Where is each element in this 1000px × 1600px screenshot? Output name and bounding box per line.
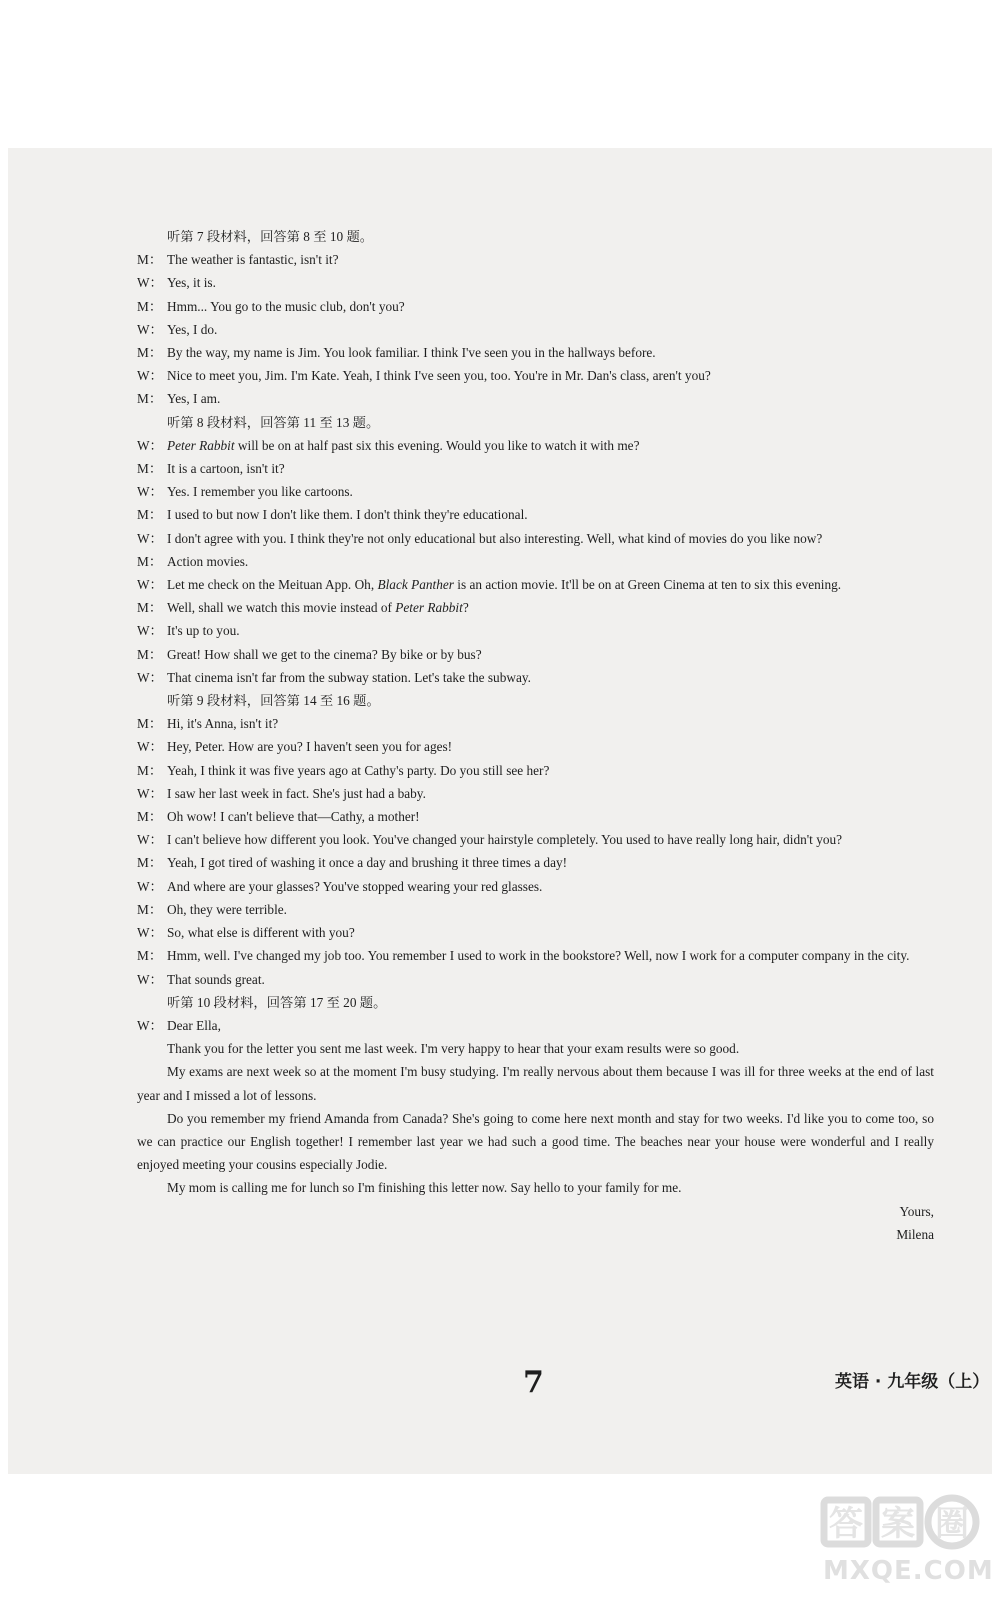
section-heading: 听第 9 段材料，回答第 14 至 16 题。 <box>167 693 380 709</box>
title-italic: Peter Rabbit <box>395 600 463 616</box>
dialogue-text <box>167 898 932 921</box>
speaker-label: W： <box>137 925 163 941</box>
dialogue-line <box>137 271 934 294</box>
dialogue-text-part: It's up to you. <box>167 623 240 639</box>
title-italic: Peter Rabbit <box>167 437 235 453</box>
dialogue-text-part: is an action movie. It'll be on at Green Cinema at ten to six this evening. <box>453 577 842 593</box>
dialogue-text <box>167 851 932 874</box>
dialogue-text <box>167 480 932 503</box>
dialogue-line <box>137 248 934 271</box>
dialogue-line <box>137 480 934 503</box>
speaker-label: W： <box>137 1017 163 1033</box>
dialogue-line <box>137 759 934 782</box>
speaker-label: M： <box>137 716 163 732</box>
dialogue-line <box>137 898 934 921</box>
dialogue-text <box>167 782 932 805</box>
speaker-label: M： <box>137 345 163 361</box>
speaker-label: W： <box>137 785 163 801</box>
dialogue-line <box>137 921 934 944</box>
dialogue-text <box>167 434 932 457</box>
dialogue-text <box>167 1014 932 1037</box>
dialogue-line <box>137 1014 934 1037</box>
letter-paragraph: Do you remember my friend Amanda from Canada? She's going to come here next month and stay for two weeks. I'd like you to come too, so we can practice our English together! I remember last year we had such a good time. The beaches near your house were wonderful and I really enjoyed meeting your cousins especially Jodie. <box>137 1110 934 1173</box>
speaker-label: M： <box>137 762 163 778</box>
dialogue-text-part: ? <box>462 600 469 616</box>
speaker-label: M： <box>137 646 163 662</box>
dialogue-text <box>167 643 932 666</box>
dialogue-line <box>137 735 934 758</box>
dialogue-text-part: That sounds great. <box>167 971 265 987</box>
dialogue-line <box>137 527 934 550</box>
dialogue-line <box>137 364 934 387</box>
dialogue-text-part: The weather is fantastic, isn't it? <box>167 252 339 268</box>
dialogue-line <box>137 619 934 642</box>
dialogue-text-part: By the way, my name is Jim. You look familiar. I think I've seen you in the hallways before. <box>167 345 656 361</box>
listening-transcript <box>137 225 934 1246</box>
letter-paragraph: My mom is calling me for lunch so I'm finishing this letter now. Say hello to your family for me. <box>167 1180 682 1196</box>
dialogue-line <box>137 457 934 480</box>
speaker-label: W： <box>137 878 163 894</box>
dialogue-line <box>137 944 934 967</box>
dialogue-line <box>137 643 934 666</box>
speaker-label: M： <box>137 948 163 964</box>
dialogue-text <box>167 596 932 619</box>
letter-paragraph: Thank you for the letter you sent me last week. I'm very happy to hear that your exam results were so good. <box>167 1041 740 1057</box>
dialogue-text <box>167 875 932 898</box>
dialogue-text-part: And where are your glasses? You've stopped wearing your red glasses. <box>167 878 543 894</box>
speaker-label: M： <box>137 809 163 825</box>
dialogue-line <box>137 782 934 805</box>
dialogue-line <box>137 434 934 457</box>
dialogue-text-part: I can't believe how different you look. You've changed your hairstyle completely. You used to have really long hair, didn't you? <box>167 832 843 848</box>
speaker-label: M： <box>137 252 163 268</box>
dialogue-text-part: Hmm, well. I've changed my job too. You remember I used to work in the bookstore? Well, now I work for a computer company in the city. <box>167 948 910 964</box>
dialogue-text-part: Hmm... You go to the music club, don't you? <box>167 298 405 314</box>
dialogue-text <box>167 666 932 689</box>
speaker-label: W： <box>137 484 163 500</box>
speaker-label: W： <box>137 275 163 291</box>
page-number: 7 <box>523 1365 544 1400</box>
section-heading: 听第 10 段材料，回答第 17 至 20 题。 <box>167 994 387 1010</box>
dialogue-text-part: Oh, they were terrible. <box>167 901 287 917</box>
dialogue-text <box>167 503 932 526</box>
dialogue-text <box>167 619 932 642</box>
letter-signoff: Milena <box>896 1226 934 1242</box>
book-subject-label: 英语 · 九年级（上） <box>835 1372 990 1392</box>
dialogue-text <box>167 364 932 387</box>
dialogue-text <box>167 573 932 596</box>
dialogue-text <box>167 759 932 782</box>
dialogue-text-part: Yes, I do. <box>167 321 218 337</box>
section-heading: 听第 8 段材料，回答第 11 至 13 题。 <box>167 414 380 430</box>
dialogue-line <box>137 596 934 619</box>
dialogue-text-part: Nice to meet you, Jim. I'm Kate. Yeah, I think I've seen you, too. You're in Mr. Dan's class, aren't you? <box>167 368 711 384</box>
dialogue-text-part: will be on at half past six this evening. Would you like to watch it with me? <box>234 437 640 453</box>
dialogue-line <box>137 573 934 596</box>
letter-signoff: Yours, <box>899 1203 934 1219</box>
speaker-label: M： <box>137 855 163 871</box>
dialogue-text <box>167 271 932 294</box>
speaker-label: M： <box>137 298 163 314</box>
dialogue-text <box>167 248 932 271</box>
speaker-label: W： <box>137 669 163 685</box>
speaker-label: W： <box>137 971 163 987</box>
dialogue-line <box>137 341 934 364</box>
dialogue-text <box>167 828 932 851</box>
dialogue-text-part: Well, shall we watch this movie instead of <box>167 600 396 616</box>
dialogue-text-part: I don't agree with you. I think they're not only educational but also interesting. Well, what kind of movies do you like now? <box>167 530 823 546</box>
dialogue-text-part: Great! How shall we get to the cinema? By bike or by bus? <box>167 646 482 662</box>
dialogue-line <box>137 805 934 828</box>
watermark-text: MXQE.COM <box>823 1556 994 1586</box>
dialogue-text <box>167 295 932 318</box>
speaker-label: M： <box>137 553 163 569</box>
dialogue-text <box>167 457 932 480</box>
section-heading: 听第 7 段材料，回答第 8 至 10 题。 <box>167 229 374 244</box>
speaker-label: W： <box>137 832 163 848</box>
dialogue-text-part: So, what else is different with you? <box>167 925 355 941</box>
dialogue-line <box>137 712 934 735</box>
dialogue-text-part: It is a cartoon, isn't it? <box>167 461 285 477</box>
watermark-char-1: 答 <box>829 1504 863 1544</box>
dialogue-text-part: I saw her last week in fact. She's just had a baby. <box>167 785 426 801</box>
speaker-label: W： <box>137 577 163 593</box>
watermark-char-3: 圈 <box>935 1504 969 1544</box>
dialogue-text-part: Yeah, I got tired of washing it once a day and brushing it three times a day! <box>167 855 568 871</box>
speaker-label: W： <box>137 739 163 755</box>
dialogue-text-part: That cinema isn't far from the subway station. Let's take the subway. <box>167 669 531 685</box>
speaker-label: M： <box>137 461 163 477</box>
dialogue-line <box>137 666 934 689</box>
dialogue-line <box>137 851 934 874</box>
dialogue-text-part: Dear Ella, <box>167 1017 221 1033</box>
speaker-label: M： <box>137 507 163 523</box>
dialogue-text-part: Yes, I am. <box>167 391 221 407</box>
dialogue-text-part: Yes. I remember you like cartoons. <box>167 484 353 500</box>
dialogue-text-part: Hey, Peter. How are you? I haven't seen you for ages! <box>167 739 453 755</box>
dialogue-line <box>137 503 934 526</box>
dialogue-text <box>167 921 932 944</box>
speaker-label: W： <box>137 530 163 546</box>
dialogue-text-part: Yes, it is. <box>167 275 216 291</box>
dialogue-text-part: Hi, it's Anna, isn't it? <box>167 716 279 732</box>
speaker-label: W： <box>137 437 163 453</box>
dialogue-text-part: I used to but now I don't like them. I don't think they're educational. <box>167 507 528 523</box>
dialogue-text <box>167 387 932 410</box>
speaker-label: M： <box>137 391 163 407</box>
speaker-label: W： <box>137 623 163 639</box>
dialogue-text <box>167 805 932 828</box>
dialogue-text <box>167 318 932 341</box>
dialogue-text <box>167 968 932 991</box>
dialogue-text <box>167 550 932 573</box>
letter-paragraph: My exams are next week so at the moment I'm busy studying. I'm really nervous about them because I was ill for three weeks at the end of last year and I missed a lot of lessons. <box>137 1064 934 1103</box>
dialogue-line <box>137 828 934 851</box>
dialogue-line <box>137 550 934 573</box>
dialogue-line <box>137 875 934 898</box>
dialogue-text-part: Yeah, I think it was five years ago at Cathy's party. Do you still see her? <box>167 762 550 778</box>
dialogue-text-part: Action movies. <box>167 553 249 569</box>
watermark-char-2: 案 <box>881 1504 915 1544</box>
speaker-label: W： <box>137 321 163 337</box>
speaker-label: M： <box>137 901 163 917</box>
title-italic: Black Panther <box>377 577 454 593</box>
dialogue-text <box>167 341 932 364</box>
dialogue-text-part: Let me check on the Meituan App. Oh, <box>167 577 378 593</box>
dialogue-text <box>167 944 932 967</box>
dialogue-text <box>167 735 932 758</box>
dialogue-text <box>167 712 932 735</box>
dialogue-text-part: Oh wow! I can't believe that—Cathy, a mother! <box>167 809 420 825</box>
dialogue-line <box>137 318 934 341</box>
dialogue-text <box>167 527 932 550</box>
dialogue-line <box>137 968 934 991</box>
speaker-label: W： <box>137 368 163 384</box>
speaker-label: M： <box>137 600 163 616</box>
dialogue-line <box>137 387 934 410</box>
dialogue-line <box>137 295 934 318</box>
